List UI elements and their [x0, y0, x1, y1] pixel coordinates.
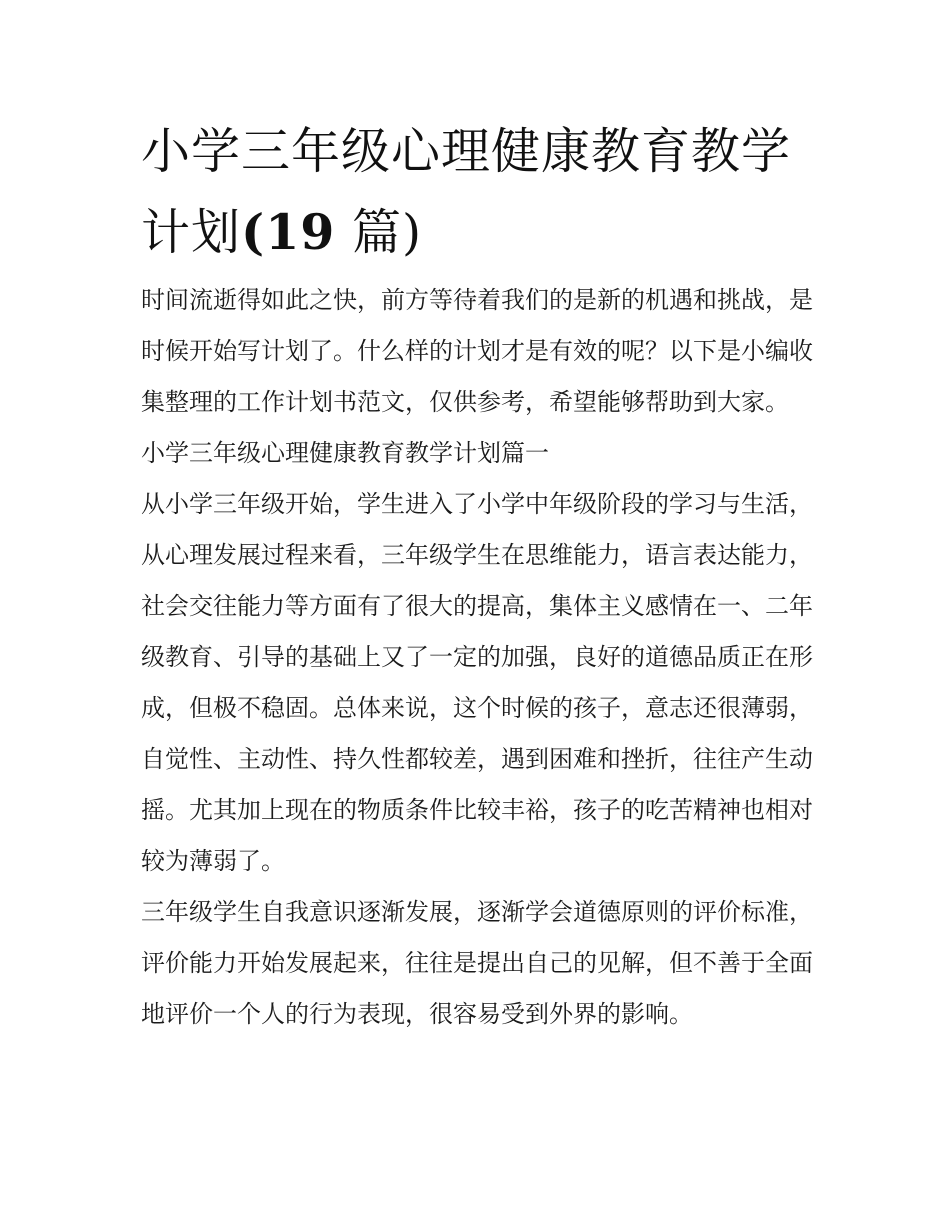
title-text: 小学三年级心理健康教育教学计划: [141, 123, 792, 261]
document-title: [141, 112, 821, 273]
document-body: [141, 275, 813, 1040]
title-suffix: 篇): [335, 204, 423, 261]
section-heading: 小学三年级心理健康教育教学计划篇一: [141, 439, 549, 467]
intro-paragraph: 时间流逝得如此之快，前方等待着我们的是新的机遇和挑战，是时候开始写计划了。什么样的计划才是有效的呢？以下是小编收集整理的工作计划书范文，仅供参考，希望能够帮助到大家。: [141, 286, 813, 416]
title-count: (19: [241, 203, 336, 261]
body-paragraph-1: 从小学三年级开始，学生进入了小学中年级阶段的学习与生活，从心理发展过程来看，三年级学生在思维能力，语言表达能力，社会交往能力等方面有了很大的提高，集体主义感情在一、二年级教育、引导的基础上又了一定的加强，良好的道德品质正在形成，但极不稳固。总体来说，这个时候的孩子，意志还很薄弱，自觉性、主动性、持久性都较差，遇到困难和挫折，往往产生动摇。尤其加上现在的物质条件比较丰裕，孩子的吃苦精神也相对较为薄弱了。: [141, 490, 813, 875]
body-paragraph-2: 三年级学生自我意识逐渐发展，逐渐学会道德原则的评价标准，评价能力开始发展起来，往往是提出自己的见解，但不善于全面地评价一个人的行为表现，很容易受到外界的影响。: [141, 898, 813, 1028]
